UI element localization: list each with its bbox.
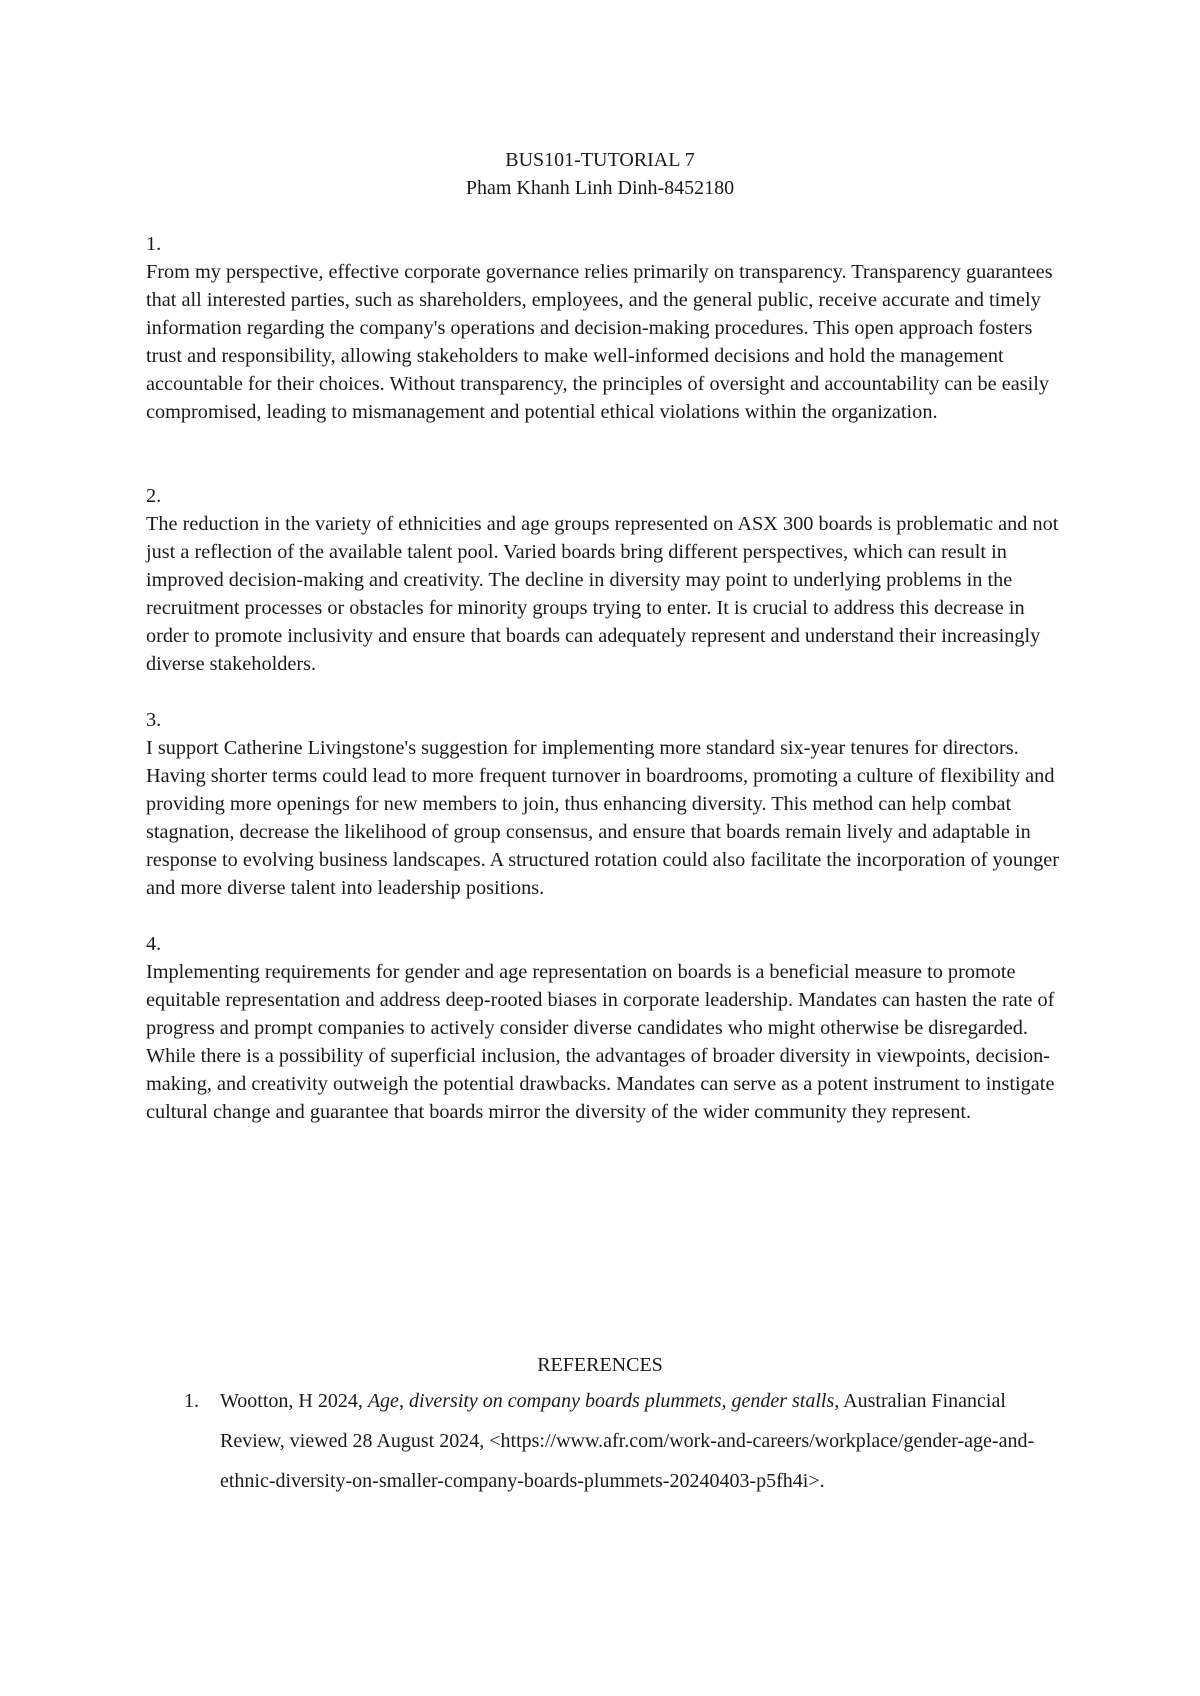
question-4 <box>146 930 1066 1126</box>
document-author: Pham Khanh Linh Dinh-8452180 <box>465 177 735 199</box>
reference-item <box>184 1381 1064 1501</box>
question-3 <box>146 706 1066 902</box>
question-number: 4. <box>146 933 162 955</box>
document-header <box>0 146 1200 202</box>
question-number: 2. <box>146 485 162 507</box>
references-list <box>184 1381 1064 1501</box>
question-number: 3. <box>146 709 162 731</box>
question-1 <box>146 230 1066 426</box>
reference-author-year: Wootton, H 2024, <box>220 1390 368 1412</box>
references-heading: REFERENCES <box>537 1354 663 1376</box>
question-answer: From my perspective, effective corporate governance relies primarily on transparency. Transparency guarantees that all interested parties, such as shareholders, employees, and the general public, receive accurate and timely information regarding the company's operations and decision-making procedures. This open approach fosters trust and responsibility, allowing stakeholders to make well-informed decisions and hold the management accountable for their choices. Without transparency, the principles of oversight and accountability can be easily compromised, leading to mismanagement and potential ethical violations within the organization. <box>146 261 1053 423</box>
question-number: 1. <box>146 233 162 255</box>
question-answer: I support Catherine Livingstone's suggestion for implementing more standard six-year tenures for directors. Having shorter terms could lead to more frequent turnover in boardrooms, promoting a culture of flexibility and providing more openings for new members to join, thus enhancing diversity. This method can help combat stagnation, decrease the likelihood of group consensus, and ensure that boards remain lively and adaptable in response to evolving business landscapes. A structured rotation could also facilitate the incorporation of younger and more diverse talent into leadership positions. <box>146 737 1059 899</box>
reference-title: Age, diversity on company boards plummets, gender stalls <box>367 1390 835 1412</box>
document-title: BUS101-TUTORIAL 7 <box>505 149 695 171</box>
question-2 <box>146 482 1066 678</box>
references-section <box>0 1351 1200 1492</box>
reference-number: 1. <box>184 1390 199 1412</box>
question-answer: Implementing requirements for gender and age representation on boards is a beneficial measure to promote equitable representation and address deep-rooted biases in corporate leadership. Mandates can hasten the rate of progress and prompt companies to actively consider diverse candidates who might otherwise be disregarded. While there is a possibility of superficial inclusion, the advantages of broader diversity in viewpoints, decision-making, and creativity outweigh the potential drawbacks. Mandates can serve as a potent instrument to instigate cultural change and guarantee that boards mirror the diversity of the wider community they represent. <box>146 961 1055 1123</box>
question-answer: The reduction in the variety of ethnicities and age groups represented on ASX 300 boards is problematic and not just a reflection of the available talent pool. Varied boards bring different perspectives, which can result in improved decision-making and creativity. The decline in diversity may point to underlying problems in the recruitment processes or obstacles for minority groups trying to enter. It is crucial to address this decrease in order to promote inclusivity and ensure that boards can adequately represent and understand their increasingly diverse stakeholders. <box>146 513 1059 675</box>
reference-details: , Australian Financial Review, viewed 28 August 2024, <https://www.afr.com/work-and-careers/workplace/gender-age-and-ethnic-diversity-on-smaller-company-boards-plummets-20240403-p5fh4i>. <box>220 1390 1035 1492</box>
document-body <box>146 230 1066 1126</box>
